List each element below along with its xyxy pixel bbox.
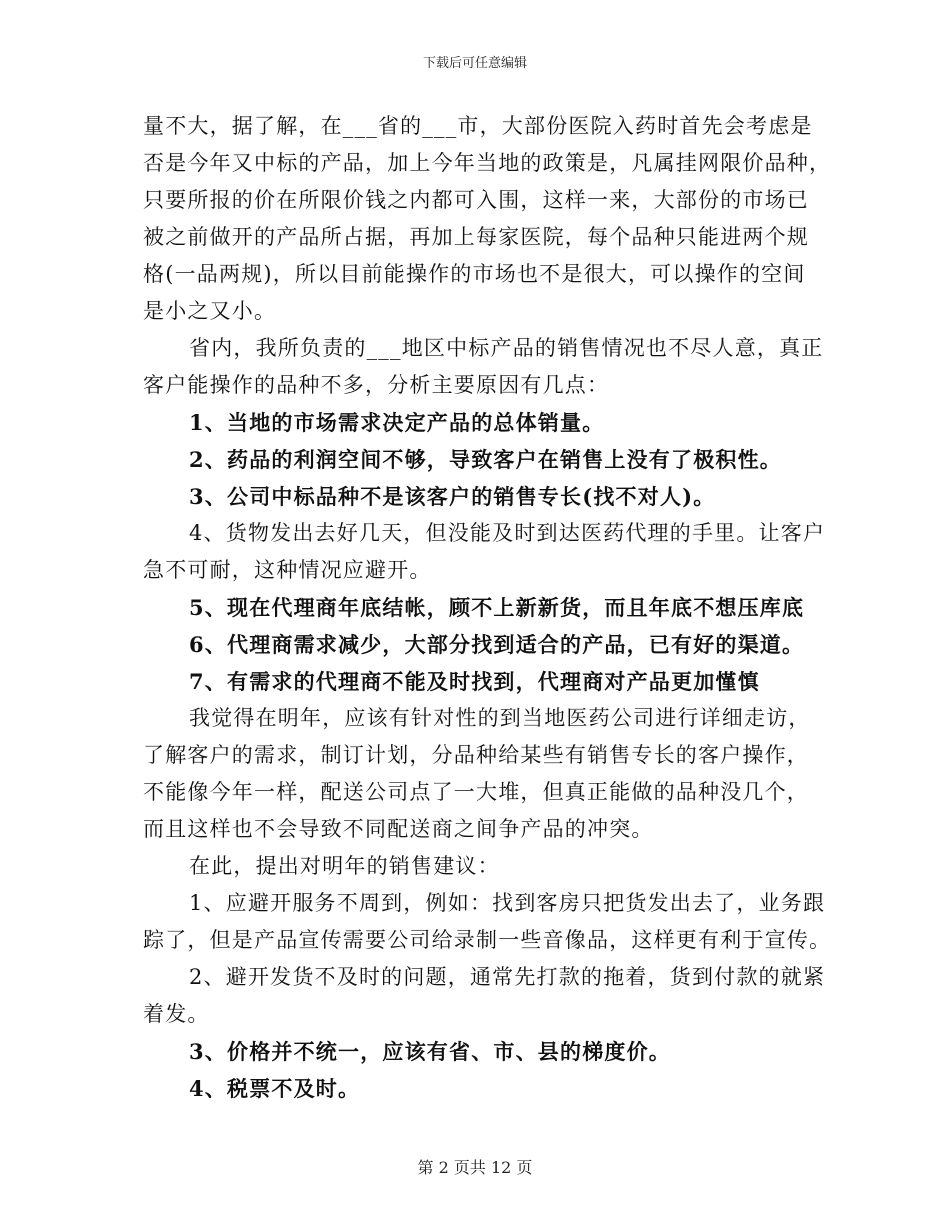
text-line: 格(一品两规)，所以目前能操作的市场也不是很大，可以操作的空间 <box>143 262 806 286</box>
text-line: 而且这样也不会导致不同配送商之间争产品的冲突。 <box>143 817 654 841</box>
text-line: 2、避开发货不及时的问题，通常先打款的拖着，货到付款的就紧 <box>189 965 826 989</box>
text-line: 1、当地的市场需求决定产品的总体销量。 <box>189 410 605 435</box>
text-line: 在此，提出对明年的销售建议： <box>189 854 500 878</box>
text-line: 只要所报的价在所限价钱之内都可入围，这样一来，大部份的市场已 <box>143 188 809 212</box>
text-line: 3、价格并不统一，应该有省、市、县的梯度价。 <box>189 1039 672 1064</box>
text-line: 量不大，据了解，在___省的___市，大部份医院入药时首先会考虑是 <box>143 114 813 138</box>
paragraph <box>143 330 824 404</box>
text-line: 了解客户的需求，制订计划，分品种给某些有销售专长的客户操作， <box>143 743 809 767</box>
text-line: 3、公司中标品种不是该客户的销售专长(找不对人)。 <box>189 484 716 509</box>
text-line: 我觉得在明年，应该有针对性的到当地医药公司进行详细走访， <box>189 706 811 730</box>
paragraph <box>143 441 813 478</box>
paragraph <box>143 1070 813 1107</box>
text-line: 踪了，但是产品宣传需要公司给录制一些音像品，这样更有利于宣传。 <box>143 928 832 952</box>
text-line: 2、药品的利润空间不够，导致客户在销售上没有了极积性。 <box>189 447 783 472</box>
paragraph <box>143 515 826 589</box>
paragraph <box>143 404 813 441</box>
page-header: 下载后可任意编辑 <box>422 56 527 71</box>
document-body <box>143 108 832 1107</box>
text-line: 急不可耐，这种情况应避开。 <box>143 558 432 582</box>
text-line: 不能像今年一样，配送公司点了一大堆，但真正能做的品种没几个， <box>143 780 809 804</box>
text-line: 6、代理商需求减少，大部分找到适合的产品，已有好的渠道。 <box>189 632 805 657</box>
paragraph <box>143 700 813 848</box>
text-line: 客户能操作的品种不多，分析主要原因有几点： <box>143 373 610 397</box>
paragraph <box>143 108 832 330</box>
paragraph <box>143 663 813 700</box>
paragraph <box>143 1033 813 1070</box>
text-line: 着发。 <box>143 1002 210 1026</box>
text-line: 7、有需求的代理商不能及时找到，代理商对产品更加慬慎 <box>189 669 760 694</box>
paragraph <box>143 959 826 1033</box>
page-footer: 第 2 页共 12 页 <box>417 1158 533 1177</box>
text-line: 被之前做开的产品所占据，再加上每家医院，每个品种只能进两个规 <box>143 225 809 249</box>
paragraph <box>143 589 813 626</box>
text-line: 1、应避开服务不周到，例如：找到客房只把货发出去了，业务跟 <box>189 891 826 915</box>
paragraph <box>143 626 813 663</box>
text-line: 4、税票不及时。 <box>189 1076 361 1101</box>
text-line: 5、现在代理商年底结帐，顾不上新新货，而且年底不想压库底 <box>189 595 805 620</box>
text-line: 省内，我所负责的___地区中标产品的销售情况也不尽人意，真正 <box>189 336 824 360</box>
paragraph <box>143 478 813 515</box>
text-line: 4、货物发出去好几天，但没能及时到达医药代理的手里。让客户 <box>189 521 826 545</box>
text-line: 否是今年又中标的产品，加上今年当地的政策是，凡属挂网限价品种， <box>143 151 832 175</box>
paragraph <box>143 848 813 885</box>
paragraph <box>143 885 832 959</box>
text-line: 是小之又小。 <box>143 299 277 323</box>
